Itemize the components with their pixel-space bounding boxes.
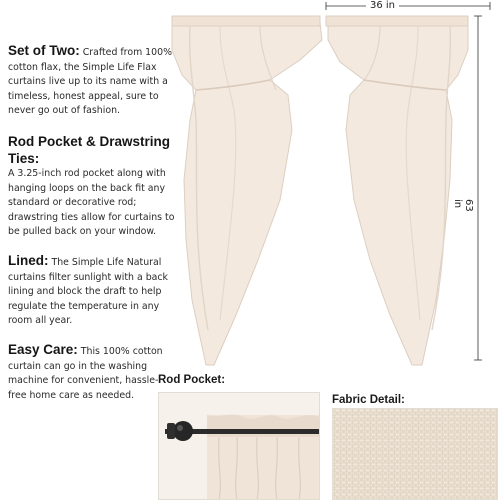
fabric-weave-texture [333,409,497,499]
section-heading: Easy Care: [8,341,78,357]
height-dimension-line [474,16,482,360]
width-dimension-label: 36 in [366,0,399,11]
section-heading: Rod Pocket & Drawstring Ties: [8,133,171,166]
height-dimension-label: 63 in [452,196,474,222]
rod-pocket-label: Rod Pocket: [158,374,226,386]
left-curtain-panel [172,16,322,365]
section-body: A 3.25-inch rod pocket along with hanging loops on the back fit any standard or decorative rod; drawstring ties allow for curtains to be pulled back on your window. [8,167,175,238]
width-dimension-line [326,2,490,10]
curtain-pair-illustration [150,0,500,370]
section-heading: Lined: [8,252,49,268]
fabric-detail-swatch [332,408,498,500]
section-heading: Set of Two: [8,43,80,58]
fabric-detail-label: Fabric Detail: [332,394,405,406]
rod-pocket-photo [158,392,320,500]
right-curtain-panel [326,16,468,365]
section-body: The Simple Life Natural curtains filter sunlight with a back lining and block the draft to help regulate the temperature in any room all year. [8,256,168,327]
section-body: Crafted from 100% cotton flax, the Simple Life Flax curtains live up to its name with a timeless, honest appeal, sure to never go out of fashion. [8,47,172,117]
rod-pocket-illustration [159,393,319,499]
section-body: This 100% cotton curtain can go in the washing machine for convenient, hassle-free home care as needed. [8,345,163,401]
